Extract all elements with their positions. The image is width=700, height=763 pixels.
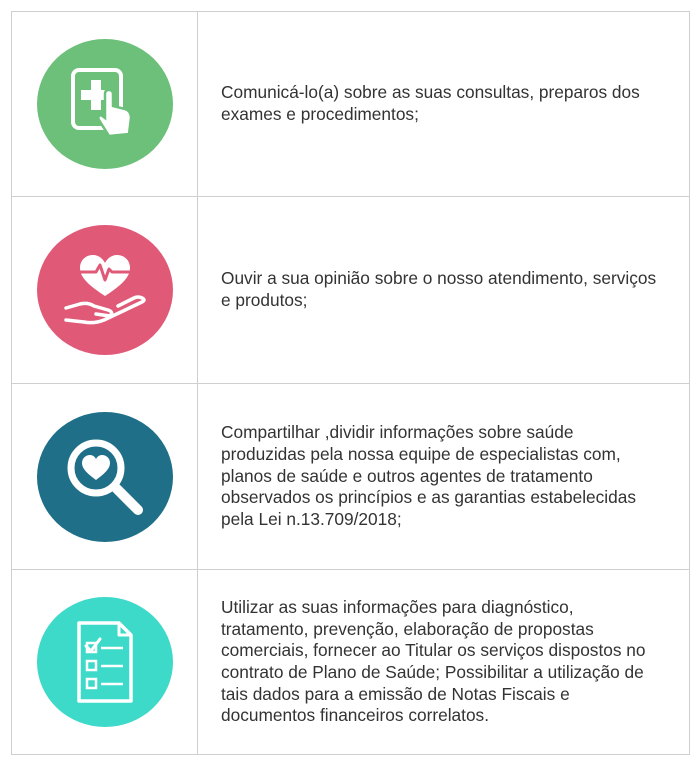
icon-cell <box>12 384 198 569</box>
row-text: Ouvir a sua opinião sobre o nosso atendimento, serviços e produtos; <box>221 268 657 310</box>
checklist-icon <box>65 617 145 707</box>
table-row <box>12 12 690 197</box>
info-table <box>11 11 690 755</box>
text-cell <box>198 384 690 569</box>
icon-circle <box>37 597 173 727</box>
row-text: Comunicá-lo(a) sobre as suas consultas, preparos dos exames e procedimentos; <box>221 82 640 124</box>
icon-circle <box>37 412 173 542</box>
table-row <box>12 570 690 755</box>
text-cell <box>198 12 690 196</box>
touch-screen-medical-icon <box>65 64 145 144</box>
icon-circle <box>37 39 173 169</box>
icon-circle <box>37 225 173 355</box>
magnifier-heart-icon <box>60 432 150 522</box>
row-text: Compartilhar ,dividir informações sobre saúde produzidas pela nossa equipe de especialistas com, planos de saúde e outros agentes de tratamento observados os princípios e as garantias estabelecidas pela Lei n.13.709/2018; <box>221 422 636 530</box>
table-row <box>12 384 690 570</box>
text-cell <box>198 570 690 754</box>
icon-cell <box>12 570 198 754</box>
icon-cell <box>12 12 198 196</box>
heart-in-hand-icon <box>60 250 150 330</box>
text-cell <box>198 197 690 383</box>
row-text: Utilizar as suas informações para diagnóstico, tratamento, prevenção, elaboração de propostas comerciais, fornecer ao Titular os serviços dispostos no contrato de Plano de Saúde; Possibilitar a utilização de tais dados para a emissão de Notas Fiscais e documentos financeiros correlatos. <box>221 596 646 726</box>
table-row <box>12 197 690 384</box>
icon-cell <box>12 197 198 383</box>
